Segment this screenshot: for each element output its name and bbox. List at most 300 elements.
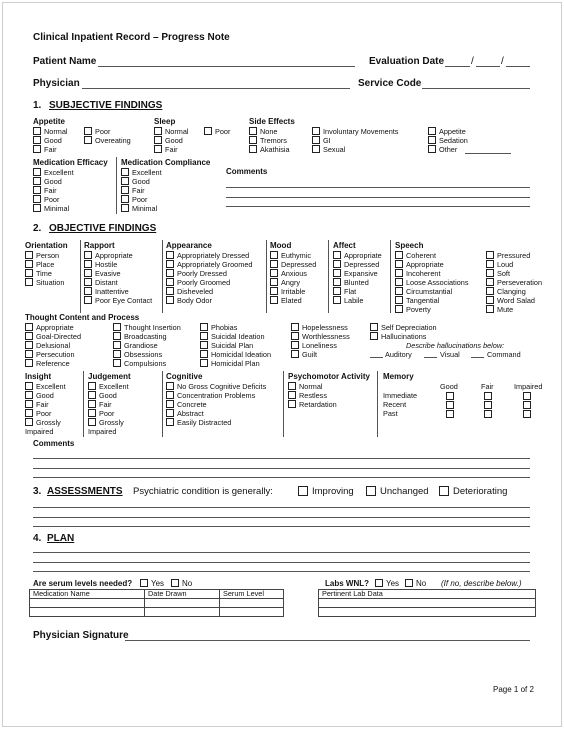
sleep-poor-option[interactable]: Poor xyxy=(204,127,230,136)
checkbox[interactable] xyxy=(25,382,33,390)
checkbox[interactable] xyxy=(249,127,257,135)
thought-homicidal-ideation-option[interactable]: Homicidal Ideation xyxy=(200,350,271,359)
checkbox[interactable] xyxy=(166,391,174,399)
checkbox[interactable] xyxy=(121,204,129,212)
appearance-poorly-groomed-option[interactable]: Poorly Groomed xyxy=(166,278,230,287)
objective-comment-line-1[interactable] xyxy=(33,458,530,459)
checkbox[interactable] xyxy=(486,269,494,277)
table-cell[interactable] xyxy=(319,608,536,617)
speech-tangential-option[interactable]: Tangential xyxy=(395,296,439,305)
thought-title: Thought Content and Process xyxy=(25,313,140,322)
physician-field[interactable] xyxy=(82,88,350,89)
checkbox[interactable] xyxy=(25,269,33,277)
judgement-poor-option[interactable]: Poor xyxy=(88,409,114,418)
checkbox[interactable] xyxy=(121,168,129,176)
checkbox[interactable] xyxy=(370,332,378,340)
speech-perseveration-option[interactable]: Perseveration xyxy=(486,278,542,287)
labs-wnl-yes-option[interactable]: Yes xyxy=(375,579,399,588)
objective-comment-line-2[interactable] xyxy=(33,468,530,469)
checkbox[interactable] xyxy=(166,260,174,268)
thought-phobias-option[interactable]: Phobias xyxy=(200,323,237,332)
checkbox[interactable] xyxy=(249,136,257,144)
appetite-poor-option[interactable]: Poor xyxy=(84,127,110,136)
assessment-line-2[interactable] xyxy=(33,517,530,518)
orientation-title: Orientation xyxy=(25,241,68,250)
insight-grossly-option[interactable]: Grossly xyxy=(25,418,61,427)
speech-pressured-option[interactable]: Pressured xyxy=(486,251,530,260)
mood-angry-option[interactable]: Angry xyxy=(270,278,300,287)
checkbox[interactable] xyxy=(33,168,41,176)
side-effect-other-field[interactable] xyxy=(465,153,511,154)
checkbox[interactable] xyxy=(166,287,174,295)
appetite-title: Appetite xyxy=(33,117,65,126)
efficacy-fair-option[interactable]: Fair xyxy=(33,186,57,195)
thought-guilt-option[interactable]: Guilt xyxy=(291,350,317,359)
memory-immediate-fair-checkbox[interactable] xyxy=(484,392,492,400)
orientation-time-option[interactable]: Time xyxy=(25,269,52,278)
efficacy-excellent-option[interactable]: Excellent xyxy=(33,168,74,177)
thought-compulsions-option[interactable]: Compulsions xyxy=(113,359,166,368)
speech-coherent-option[interactable]: Coherent xyxy=(395,251,436,260)
orientation-person-option[interactable]: Person xyxy=(25,251,59,260)
physician-signature-field[interactable] xyxy=(125,640,530,641)
insight-poor-option[interactable]: Poor xyxy=(25,409,51,418)
checkbox[interactable] xyxy=(84,260,92,268)
orientation-situation-option[interactable]: Situation xyxy=(25,278,64,287)
mood-depressed-option[interactable]: Depressed xyxy=(270,260,316,269)
table-cell[interactable] xyxy=(220,599,284,608)
patient-name-field[interactable] xyxy=(98,66,355,67)
checkbox[interactable] xyxy=(25,278,33,286)
affect-blunted-option[interactable]: Blunted xyxy=(333,278,369,287)
checkbox[interactable] xyxy=(439,486,449,496)
checkbox[interactable] xyxy=(154,136,162,144)
speech-poverty-option[interactable]: Poverty xyxy=(395,305,431,314)
checkbox[interactable] xyxy=(486,296,494,304)
checkbox[interactable] xyxy=(25,350,33,358)
compliance-minimal-option[interactable]: Minimal xyxy=(121,204,157,213)
thought-goal-directed-option[interactable]: Goal-Directed xyxy=(25,332,81,341)
thought-loneliness-option[interactable]: Loneliness xyxy=(291,341,337,350)
command-field[interactable] xyxy=(471,357,484,358)
pertinent-lab-table xyxy=(318,589,536,617)
checkbox[interactable] xyxy=(84,269,92,277)
thought-insertion-option[interactable]: Thought Insertion xyxy=(113,323,181,332)
checkbox[interactable] xyxy=(333,287,341,295)
auditory-field[interactable] xyxy=(370,357,383,358)
psychomotor-title: Psychomotor Activity xyxy=(288,372,370,381)
appearance-appropriately-groomed-option[interactable]: Appropriately Groomed xyxy=(166,260,252,269)
checkbox[interactable] xyxy=(366,486,376,496)
side-effect-appetite-option[interactable]: Appetite xyxy=(428,127,466,136)
checkbox[interactable] xyxy=(84,278,92,286)
cognitive-concentration-option[interactable]: Concentration Problems xyxy=(166,391,255,400)
appearance-disheveled-option[interactable]: Disheveled xyxy=(166,287,213,296)
thought-broadcasting-option[interactable]: Broadcasting xyxy=(113,332,167,341)
checkbox[interactable] xyxy=(395,260,403,268)
assessment-improving-option[interactable]: Improving xyxy=(298,486,354,497)
subjective-comment-line-1[interactable] xyxy=(226,187,530,188)
affect-depressed-option[interactable]: Depressed xyxy=(333,260,379,269)
side-effect-none-option[interactable]: None xyxy=(249,127,277,136)
table-cell[interactable] xyxy=(30,599,145,608)
affect-flat-option[interactable]: Flat xyxy=(333,287,356,296)
sleep-good-option[interactable]: Good xyxy=(154,136,183,145)
thought-homicidal-plan-option[interactable]: Homicidal Plan xyxy=(200,359,260,368)
checkbox[interactable] xyxy=(166,251,174,259)
checkbox[interactable] xyxy=(88,418,96,426)
psychomotor-retardation-option[interactable]: Retardation xyxy=(288,400,337,409)
rapport-distant-option[interactable]: Distant xyxy=(84,278,118,287)
checkbox[interactable] xyxy=(200,350,208,358)
table-cell[interactable] xyxy=(30,608,145,617)
checkbox[interactable] xyxy=(113,341,121,349)
checkbox[interactable] xyxy=(171,579,179,587)
checkbox[interactable] xyxy=(333,260,341,268)
side-effect-gi-option[interactable]: GI xyxy=(312,136,331,145)
table-row xyxy=(30,599,284,608)
judgement-good-option[interactable]: Good xyxy=(88,391,117,400)
checkbox[interactable] xyxy=(33,127,41,135)
checkbox[interactable] xyxy=(25,400,33,408)
checkbox[interactable] xyxy=(270,287,278,295)
checkbox[interactable] xyxy=(113,359,121,367)
checkbox[interactable] xyxy=(200,341,208,349)
memory-past-impaired-checkbox[interactable] xyxy=(523,410,531,418)
checkbox[interactable] xyxy=(333,269,341,277)
command-label: Command xyxy=(487,350,521,359)
affect-appropriate-option[interactable]: Appropriate xyxy=(333,251,382,260)
checkbox[interactable] xyxy=(25,341,33,349)
checkbox[interactable] xyxy=(291,341,299,349)
appearance-appropriately-dressed-option[interactable]: Appropriately Dressed xyxy=(166,251,249,260)
speech-clanging-option[interactable]: Clanging xyxy=(486,287,526,296)
checkbox[interactable] xyxy=(25,251,33,259)
form-title: Clinical Inpatient Record – Progress Note xyxy=(33,32,230,43)
checkbox[interactable] xyxy=(291,332,299,340)
cognitive-distracted-option[interactable]: Easily Distracted xyxy=(166,418,231,427)
mood-euthymic-option[interactable]: Euthymic xyxy=(270,251,311,260)
checkbox[interactable] xyxy=(88,391,96,399)
appetite-good-option[interactable]: Good xyxy=(33,136,62,145)
service-code-field[interactable] xyxy=(422,88,530,89)
checkbox[interactable] xyxy=(166,296,174,304)
side-effect-involuntary-movements-option[interactable]: Involuntary Movements xyxy=(312,127,398,136)
checkbox[interactable] xyxy=(121,177,129,185)
insight-fair-option[interactable]: Fair xyxy=(25,400,49,409)
checkbox[interactable] xyxy=(333,251,341,259)
checkbox[interactable] xyxy=(33,177,41,185)
checkbox[interactable] xyxy=(486,260,494,268)
eval-date-day-field[interactable] xyxy=(476,66,500,67)
thought-self-depreciation-option[interactable]: Self Depreciation xyxy=(370,323,437,332)
compliance-poor-option[interactable]: Poor xyxy=(121,195,147,204)
plan-line-1[interactable] xyxy=(33,552,530,553)
cognitive-no-deficits-option[interactable]: No Gross Cognitive Deficits xyxy=(166,382,266,391)
labs-wnl-question: Labs WNL? xyxy=(325,579,369,588)
speech-loose-associations-option[interactable]: Loose Associations xyxy=(395,278,468,287)
eval-date-month-field[interactable] xyxy=(445,66,470,67)
section-4-heading: PLAN xyxy=(47,533,75,544)
checkbox[interactable] xyxy=(270,269,278,277)
checkbox[interactable] xyxy=(88,400,96,408)
checkbox[interactable] xyxy=(270,278,278,286)
judgement-excellent-option[interactable]: Excellent xyxy=(88,382,129,391)
thought-persecution-option[interactable]: Persecution xyxy=(25,350,75,359)
speech-loud-option[interactable]: Loud xyxy=(486,260,513,269)
side-effect-sexual-option[interactable]: Sexual xyxy=(312,145,345,154)
side-effect-tremors-option[interactable]: Tremors xyxy=(249,136,287,145)
cognitive-abstract-option[interactable]: Abstract xyxy=(166,409,204,418)
checkbox[interactable] xyxy=(113,332,121,340)
rapport-inattentive-option[interactable]: Inattentive xyxy=(84,287,129,296)
checkbox[interactable] xyxy=(154,127,162,135)
checkbox[interactable] xyxy=(140,579,148,587)
assessment-prompt: Psychiatric condition is generally: xyxy=(133,486,273,497)
checkbox[interactable] xyxy=(113,323,121,331)
thought-reference-option[interactable]: Reference xyxy=(25,359,70,368)
assessment-unchanged-option[interactable]: Unchanged xyxy=(366,486,429,497)
memory-recent-impaired-checkbox[interactable] xyxy=(523,401,531,409)
psychomotor-restless-option[interactable]: Restless xyxy=(288,391,327,400)
cognitive-concrete-option[interactable]: Concrete xyxy=(166,400,207,409)
subjective-comment-line-3[interactable] xyxy=(226,206,530,207)
checkbox[interactable] xyxy=(33,145,41,153)
checkbox[interactable] xyxy=(486,278,494,286)
assessment-line-1[interactable] xyxy=(33,507,530,508)
mood-anxious-option[interactable]: Anxious xyxy=(270,269,307,278)
thought-hopelessness-option[interactable]: Hopelessness xyxy=(291,323,348,332)
checkbox[interactable] xyxy=(84,127,92,135)
checkbox[interactable] xyxy=(395,278,403,286)
checkbox[interactable] xyxy=(166,418,174,426)
efficacy-poor-option[interactable]: Poor xyxy=(33,195,59,204)
checkbox[interactable] xyxy=(25,418,33,426)
judgement-fair-option[interactable]: Fair xyxy=(88,400,112,409)
checkbox[interactable] xyxy=(25,332,33,340)
checkbox[interactable] xyxy=(84,287,92,295)
memory-immediate-good-checkbox[interactable] xyxy=(446,392,454,400)
checkbox[interactable] xyxy=(405,579,413,587)
column-divider xyxy=(80,240,81,313)
thought-worthlessness-option[interactable]: Worthlessness xyxy=(291,332,350,341)
rapport-evasive-option[interactable]: Evasive xyxy=(84,269,121,278)
section-1-number: 1. xyxy=(33,100,42,111)
checkbox[interactable] xyxy=(486,287,494,295)
thought-hallucinations-option[interactable]: Hallucinations xyxy=(370,332,426,341)
speech-incoherent-option[interactable]: Incoherent xyxy=(395,269,440,278)
table-cell[interactable] xyxy=(220,608,284,617)
checkbox[interactable] xyxy=(333,296,341,304)
checkbox[interactable] xyxy=(288,382,296,390)
checkbox[interactable] xyxy=(84,136,92,144)
checkbox[interactable] xyxy=(33,195,41,203)
checkbox[interactable] xyxy=(291,323,299,331)
rapport-hostile-option[interactable]: Hostile xyxy=(84,260,117,269)
speech-circumstantial-option[interactable]: Circumstantial xyxy=(395,287,452,296)
orientation-place-option[interactable]: Place xyxy=(25,260,54,269)
checkbox[interactable] xyxy=(312,136,320,144)
checkbox[interactable] xyxy=(428,127,436,135)
section-4-number: 4. xyxy=(33,533,42,544)
affect-title: Affect xyxy=(333,241,356,250)
table-row xyxy=(30,608,284,617)
speech-soft-option[interactable]: Soft xyxy=(486,269,510,278)
appetite-fair-option[interactable]: Fair xyxy=(33,145,57,154)
checkbox[interactable] xyxy=(370,323,378,331)
judgement-grossly-option[interactable]: Grossly xyxy=(88,418,124,427)
thought-grandiose-option[interactable]: Grandiose xyxy=(113,341,158,350)
checkbox[interactable] xyxy=(312,145,320,153)
appetite-overeating-option[interactable]: Overeating xyxy=(84,136,131,145)
checkbox[interactable] xyxy=(375,579,383,587)
checkbox[interactable] xyxy=(25,359,33,367)
checkbox[interactable] xyxy=(25,391,33,399)
mood-elated-option[interactable]: Elated xyxy=(270,296,302,305)
appearance-title: Appearance xyxy=(166,241,212,250)
checkbox[interactable] xyxy=(428,136,436,144)
checkbox[interactable] xyxy=(25,323,33,331)
checkbox[interactable] xyxy=(395,251,403,259)
thought-delusional-option[interactable]: Delusional xyxy=(25,341,70,350)
affect-labile-option[interactable]: Labile xyxy=(333,296,363,305)
checkbox[interactable] xyxy=(312,127,320,135)
memory-past-fair-checkbox[interactable] xyxy=(484,410,492,418)
medication-serum-table xyxy=(29,589,284,617)
plan-line-2[interactable] xyxy=(33,562,530,563)
subjective-comment-line-2[interactable] xyxy=(226,197,530,198)
eval-date-year-field[interactable] xyxy=(506,66,530,67)
checkbox[interactable] xyxy=(166,278,174,286)
checkbox[interactable] xyxy=(395,269,403,277)
checkbox[interactable] xyxy=(25,409,33,417)
checkbox[interactable] xyxy=(84,296,92,304)
checkbox[interactable] xyxy=(166,382,174,390)
appearance-poorly-dressed-option[interactable]: Poorly Dressed xyxy=(166,269,227,278)
thought-suicidal-ideation-option[interactable]: Suicidal Ideation xyxy=(200,332,265,341)
med-compliance-title: Medication Compliance xyxy=(121,158,211,167)
checkbox[interactable] xyxy=(395,287,403,295)
checkbox[interactable] xyxy=(166,400,174,408)
checkbox[interactable] xyxy=(395,305,403,313)
describe-hallucinations-label: Describe hallucinations below: xyxy=(406,341,505,350)
checkbox[interactable] xyxy=(428,145,436,153)
assessment-deteriorating-option[interactable]: Deteriorating xyxy=(439,486,507,497)
checkbox[interactable] xyxy=(121,186,129,194)
thought-appropriate-option[interactable]: Appropriate xyxy=(25,323,74,332)
checkbox[interactable] xyxy=(200,359,208,367)
checkbox[interactable] xyxy=(113,350,121,358)
memory-recent-good-checkbox[interactable] xyxy=(446,401,454,409)
checkbox[interactable] xyxy=(204,127,212,135)
checkbox[interactable] xyxy=(166,269,174,277)
checkbox[interactable] xyxy=(33,186,41,194)
speech-appropriate-option[interactable]: Appropriate xyxy=(395,260,444,269)
rapport-appropriate-option[interactable]: Appropriate xyxy=(84,251,133,260)
side-effect-other-option[interactable]: Other xyxy=(428,145,457,154)
checkbox[interactable] xyxy=(88,382,96,390)
table-cell[interactable] xyxy=(145,608,220,617)
checkbox[interactable] xyxy=(333,278,341,286)
sleep-fair-option[interactable]: Fair xyxy=(154,145,178,154)
appetite-normal-option[interactable]: Normal xyxy=(33,127,68,136)
checkbox[interactable] xyxy=(298,486,308,496)
side-effect-sedation-option[interactable]: Sedation xyxy=(428,136,468,145)
psychomotor-normal-option[interactable]: Normal xyxy=(288,382,323,391)
checkbox[interactable] xyxy=(270,260,278,268)
affect-expansive-option[interactable]: Expansive xyxy=(333,269,378,278)
checkbox[interactable] xyxy=(270,296,278,304)
thought-suicidal-plan-option[interactable]: Suicidal Plan xyxy=(200,341,253,350)
checkbox[interactable] xyxy=(486,251,494,259)
side-effect-akathisia-option[interactable]: Akathisia xyxy=(249,145,290,154)
plan-line-3[interactable] xyxy=(33,571,530,572)
checkbox[interactable] xyxy=(166,409,174,417)
column-divider xyxy=(390,240,391,313)
checkbox[interactable] xyxy=(121,195,129,203)
section-1-heading: SUBJECTIVE FINDINGS xyxy=(49,100,163,111)
efficacy-good-option[interactable]: Good xyxy=(33,177,62,186)
compliance-excellent-option[interactable]: Excellent xyxy=(121,168,162,177)
mood-irritable-option[interactable]: Irritable xyxy=(270,287,305,296)
speech-mute-option[interactable]: Mute xyxy=(486,305,513,314)
service-code-label: Service Code xyxy=(358,78,422,89)
serum-no-option[interactable]: No xyxy=(171,579,192,588)
compliance-good-option[interactable]: Good xyxy=(121,177,150,186)
checkbox[interactable] xyxy=(486,305,494,313)
checkbox[interactable] xyxy=(154,145,162,153)
insight-excellent-option[interactable]: Excellent xyxy=(25,382,66,391)
efficacy-minimal-option[interactable]: Minimal xyxy=(33,204,69,213)
sleep-normal-option[interactable]: Normal xyxy=(154,127,189,136)
checkbox[interactable] xyxy=(200,332,208,340)
insight-good-option[interactable]: Good xyxy=(25,391,54,400)
checkbox[interactable] xyxy=(249,145,257,153)
appearance-body-odor-option[interactable]: Body Odor xyxy=(166,296,212,305)
checkbox[interactable] xyxy=(291,350,299,358)
memory-immediate-impaired-checkbox[interactable] xyxy=(523,392,531,400)
checkbox[interactable] xyxy=(200,323,208,331)
memory-recent-fair-checkbox[interactable] xyxy=(484,401,492,409)
column-divider xyxy=(377,371,378,437)
checkbox[interactable] xyxy=(88,409,96,417)
checkbox[interactable] xyxy=(33,204,41,212)
checkbox[interactable] xyxy=(25,260,33,268)
checkbox[interactable] xyxy=(84,251,92,259)
compliance-fair-option[interactable]: Fair xyxy=(121,186,145,195)
speech-word-salad-option[interactable]: Word Salad xyxy=(486,296,535,305)
checkbox[interactable] xyxy=(288,400,296,408)
memory-past-good-checkbox[interactable] xyxy=(446,410,454,418)
rapport-poor-eye-contact-option[interactable]: Poor Eye Contact xyxy=(84,296,152,305)
labs-wnl-no-option[interactable]: No xyxy=(405,579,426,588)
checkbox[interactable] xyxy=(288,391,296,399)
checkbox[interactable] xyxy=(33,136,41,144)
table-cell[interactable] xyxy=(145,599,220,608)
labs-if-no-note: (If no, describe below.) xyxy=(441,579,522,588)
column-divider xyxy=(116,157,117,214)
serum-yes-option[interactable]: Yes xyxy=(140,579,164,588)
checkbox[interactable] xyxy=(270,251,278,259)
column-divider xyxy=(162,240,163,313)
section-3-number: 3. xyxy=(33,486,42,497)
objective-comment-line-3[interactable] xyxy=(33,477,530,478)
table-cell[interactable] xyxy=(319,599,536,608)
assessment-line-3[interactable] xyxy=(33,526,530,527)
thought-obsessions-option[interactable]: Obsessions xyxy=(113,350,162,359)
checkbox[interactable] xyxy=(395,296,403,304)
visual-field[interactable] xyxy=(424,357,437,358)
